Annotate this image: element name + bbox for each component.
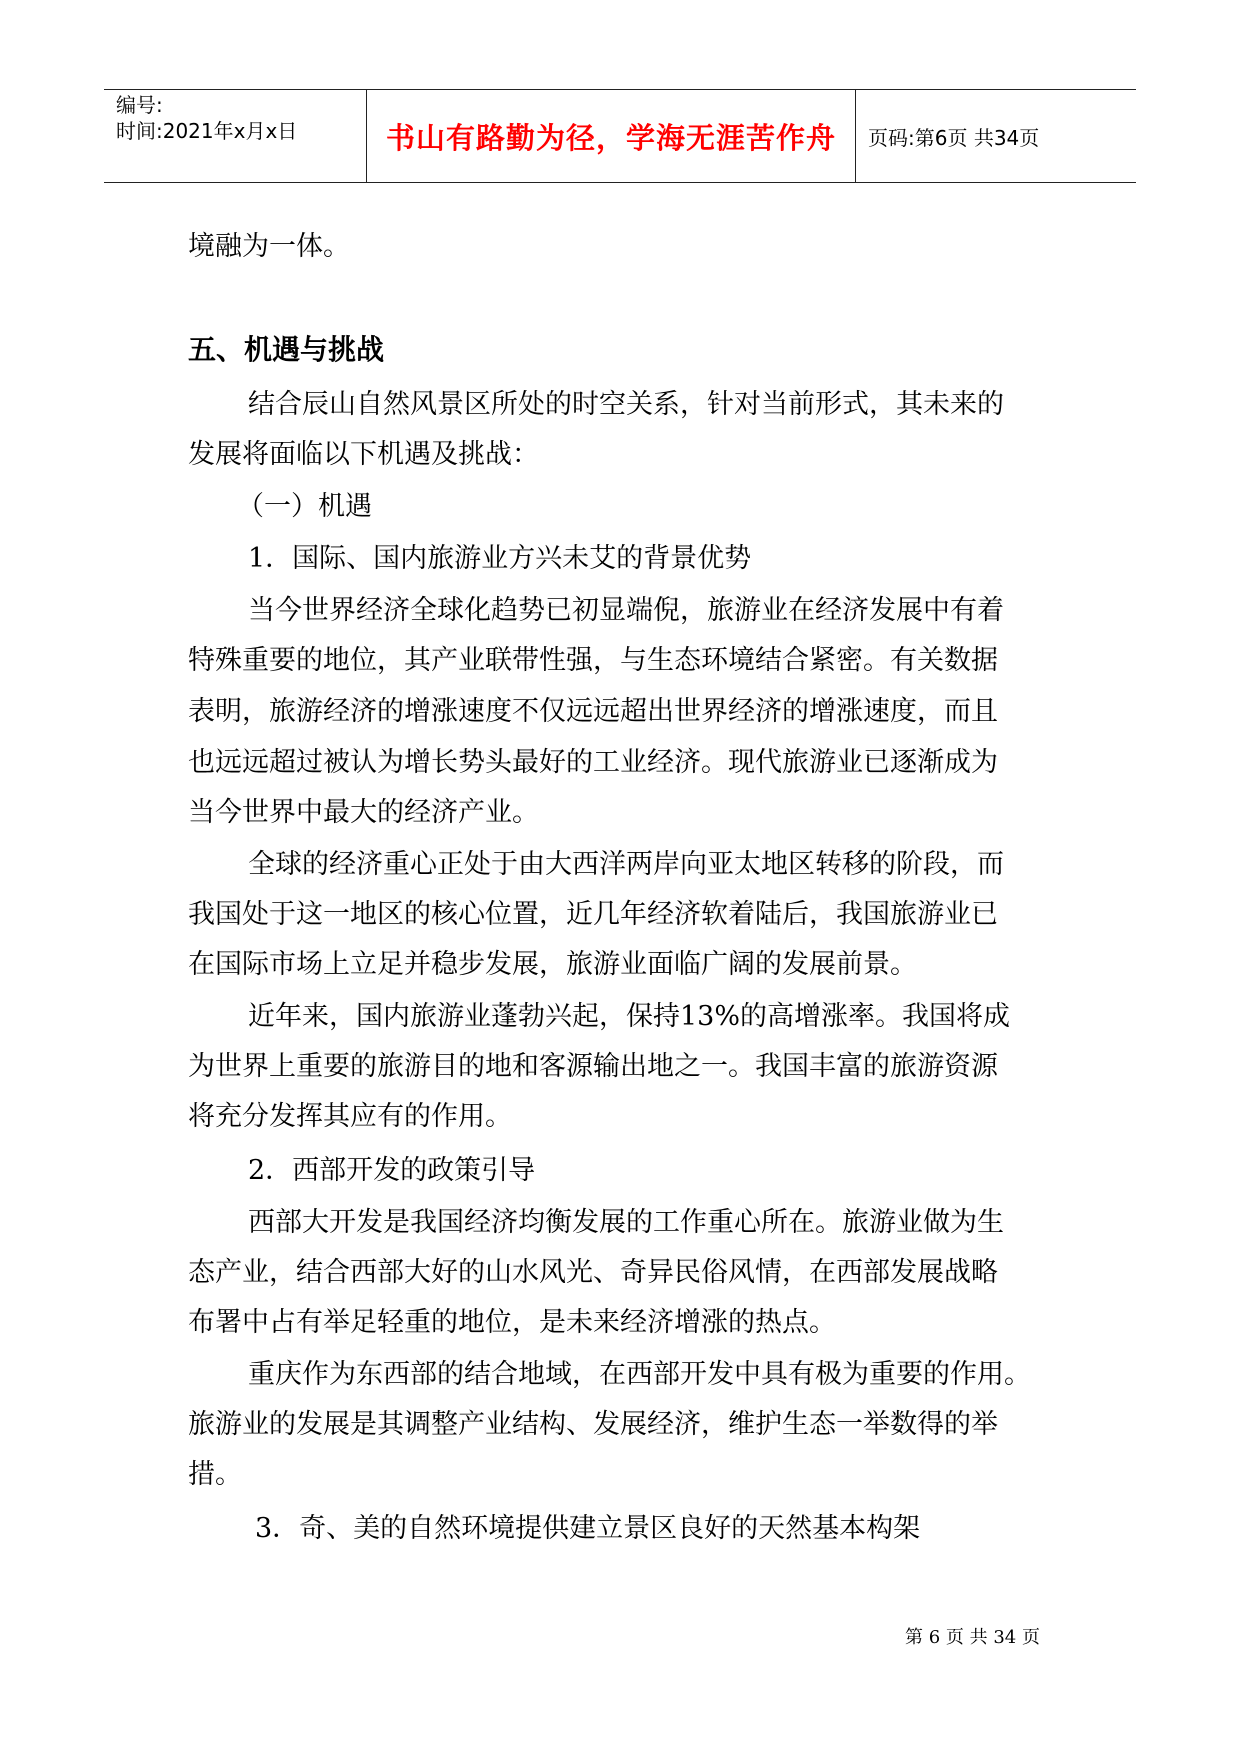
paragraph-line: 结合辰山自然风景区所处的时空关系，针对当前形式，其未来的 xyxy=(248,389,1004,420)
paragraph-line: 将充分发挥其应有的作用。 xyxy=(188,1101,512,1132)
section-heading: 五、机遇与挑战 xyxy=(188,333,385,366)
paragraph-line: 旅游业的发展是其调整产业结构、发展经济，维护生态一举数得的举 xyxy=(188,1409,998,1440)
paragraph-line: 全球的经济重心正处于由大西洋两岸向亚太地区转移的阶段，而 xyxy=(248,849,1004,880)
item-heading: 1．国际、国内旅游业方兴未艾的背景优势 xyxy=(248,543,752,574)
paragraph-line: 当今世界经济全球化趋势已初显端倪，旅游业在经济发展中有着 xyxy=(248,595,1004,626)
header-middle-cell xyxy=(367,90,856,182)
item-heading: 3．奇、美的自然环境提供建立景区良好的天然基本构架 xyxy=(255,1513,921,1544)
header-page-number: 页码:第6页 共34页 xyxy=(868,126,1040,150)
paragraph-line: 近年来，国内旅游业蓬勃兴起，保持13%的高增涨率。我国将成 xyxy=(248,1001,1011,1032)
paragraph-line: 我国处于这一地区的核心位置，近几年经济软着陆后，我国旅游业已 xyxy=(188,899,998,930)
document-number-label: 编号: xyxy=(116,93,163,117)
paragraph-line: 为世界上重要的旅游目的地和客源输出地之一。我国丰富的旅游资源 xyxy=(188,1051,998,1082)
paragraph-line: 发展将面临以下机遇及挑战： xyxy=(188,439,539,470)
document-time-label: 时间:2021年x月x日 xyxy=(116,119,298,143)
item-heading: 2．西部开发的政策引导 xyxy=(248,1155,536,1186)
paragraph-line: 境融为一体。 xyxy=(188,231,350,262)
paragraph-line: 布署中占有举足轻重的地位，是未来经济增涨的热点。 xyxy=(188,1307,836,1338)
paragraph-line: 在国际市场上立足并稳步发展，旅游业面临广阔的发展前景。 xyxy=(188,949,917,980)
header-left-cell xyxy=(104,90,367,182)
page-header xyxy=(104,89,1136,183)
paragraph-line: 措。 xyxy=(188,1459,242,1490)
page-footer: 第 6 页 共 34 页 xyxy=(905,1627,1040,1648)
paragraph-line: 西部大开发是我国经济均衡发展的工作重心所在。旅游业做为生 xyxy=(248,1207,1004,1238)
paragraph-line: 当今世界中最大的经济产业。 xyxy=(188,797,539,828)
paragraph-line: 表明，旅游经济的增涨速度不仅远远超出世界经济的增涨速度，而且 xyxy=(188,696,998,727)
paragraph-line: 也远远超过被认为增长势头最好的工业经济。现代旅游业已逐渐成为 xyxy=(188,747,998,778)
paragraph-line: 重庆作为东西部的结合地域，在西部开发中具有极为重要的作用。 xyxy=(248,1359,1031,1390)
subsection-heading: （一）机遇 xyxy=(237,491,372,522)
header-right-cell xyxy=(856,90,1136,182)
header-motto: 书山有路勤为径，学海无涯苦作舟 xyxy=(385,121,836,155)
paragraph-line: 特殊重要的地位，其产业联带性强，与生态环境结合紧密。有关数据 xyxy=(188,645,998,676)
paragraph-line: 态产业，结合西部大好的山水风光、奇异民俗风情，在西部发展战略 xyxy=(188,1257,998,1288)
